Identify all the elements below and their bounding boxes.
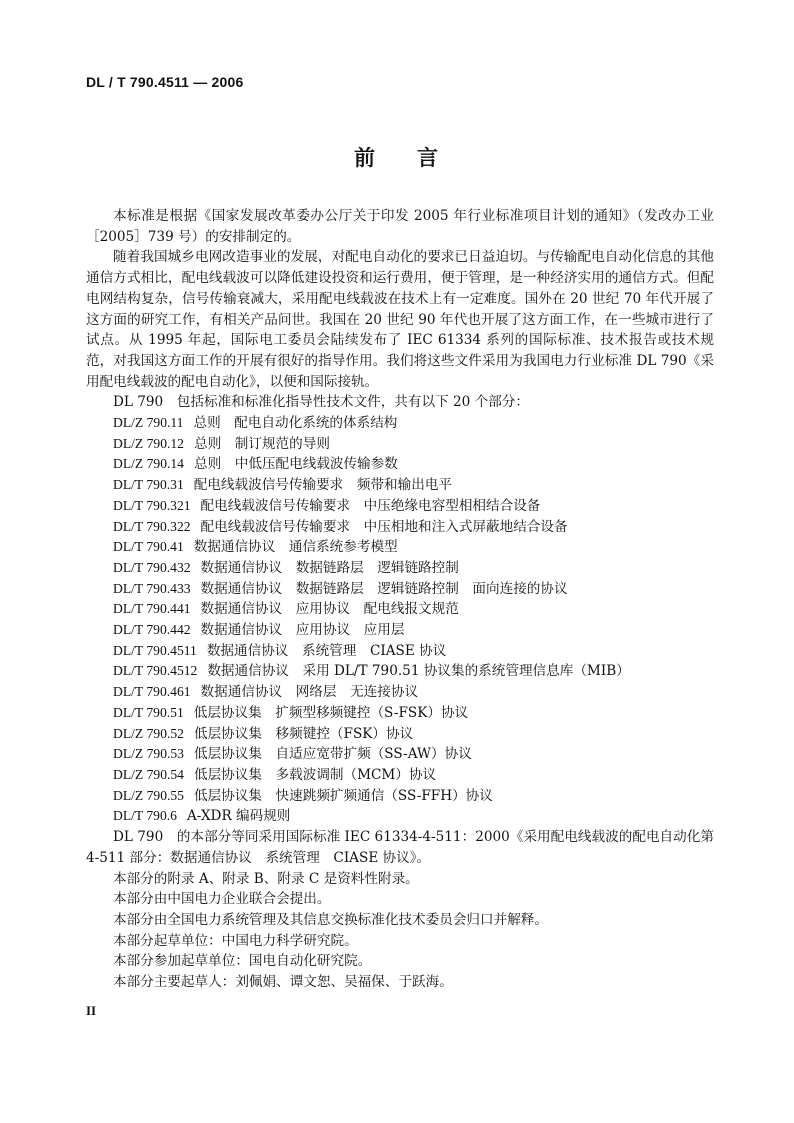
list-item <box>86 703 714 724</box>
paragraph-annexes: 本部分的附录 A、附录 B、附录 C 是资料性附录。 <box>113 870 419 887</box>
list-item <box>86 517 714 538</box>
list-item <box>86 599 714 620</box>
paragraph-drafting-unit: 本部分起草单位：中国电力科学研究院。 <box>113 932 358 949</box>
paragraph-proposer: 本部分由中国电力企业联合会提出。 <box>113 891 331 908</box>
part-title: A-XDR 编码规则 <box>186 808 291 825</box>
part-title: 数据通信协议 采用 DL/T 790.51 协议集的系统管理信息库（MIB） <box>207 663 630 680</box>
part-code: DL/T 790.461 <box>113 684 191 700</box>
part-title: 低层协议集 快速跳频扩频通信（SS-FFH）协议 <box>193 787 493 804</box>
part-code: DL/T 790.4511 <box>113 642 197 658</box>
part-code: DL/Z 790.54 <box>113 766 184 782</box>
list-item <box>86 682 714 703</box>
part-code: DL/T 790.41 <box>113 539 184 555</box>
part-code: DL/T 790.442 <box>113 622 191 638</box>
list-item <box>86 434 714 455</box>
part-code: DL/T 790.441 <box>113 601 191 617</box>
list-item <box>86 558 714 579</box>
list-item <box>86 496 714 517</box>
part-code: DL/Z 790.52 <box>113 725 184 741</box>
paragraph-parts-intro: DL 790 包括标准和标准化指导性技术文件，共有以下 20 个部分： <box>113 394 529 411</box>
paragraph-responsible-committee: 本部分由全国电力系统管理及其信息交换标准化技术委员会归口并解释。 <box>113 911 548 928</box>
paragraph-adoption: DL 790 的本部分等同采用国际标准 IEC 61334-4-511：2000《采用配电线载波的配电自动化第 4-511 部分：数据通信协议 系统管理 CIASE 协议》。 <box>86 829 714 866</box>
part-title: 低层协议集 多载波调制（MCM）协议 <box>193 766 437 783</box>
list-item <box>86 537 714 558</box>
title-char-1: 前 <box>354 146 377 170</box>
part-code: DL/T 790.31 <box>113 477 184 493</box>
part-title: 总则 制订规范的导则 <box>193 435 330 452</box>
part-code: DL/T 790.322 <box>113 518 191 534</box>
part-title: 配电线载波信号传输要求 中压相地和注入式屏蔽地结合设备 <box>200 518 568 535</box>
list-item <box>86 579 714 600</box>
part-code: DL/T 790.4512 <box>113 663 198 679</box>
part-title: 总则 配电自动化系统的体系结构 <box>193 415 398 432</box>
list-item <box>86 724 714 745</box>
part-title: 数据通信协议 通信系统参考模型 <box>193 539 398 556</box>
part-title: 总则 中低压配电线载波传输参数 <box>193 456 398 473</box>
list-item <box>86 661 714 682</box>
page-number: II <box>86 1003 97 1018</box>
preface-body <box>86 206 714 993</box>
part-title: 数据通信协议 系统管理 CIASE 协议 <box>206 642 447 659</box>
paragraph-basis: 本标准是根据《国家发展改革委办公厅关于印发 2005 年行业标准项目计划的通知》（发改办工业［2005］739 号）的安排制定的。 <box>86 208 714 245</box>
list-item <box>86 806 714 827</box>
paragraph-participating-unit: 本部分参加起草单位：国电自动化研究院。 <box>113 953 372 970</box>
part-code: DL/Z 790.12 <box>113 435 184 451</box>
part-title: 数据通信协议 网络层 无连接协议 <box>200 684 419 701</box>
list-item <box>86 454 714 475</box>
part-code: DL/Z 790.53 <box>113 746 184 762</box>
paragraph-background: 随着我国城乡电网改造事业的发展，对配电自动化的要求已日益迫切。与传输配电自动化信息的其他通信方式相比，配电线载波可以降低建设投资和运行费用，便于管理，是一种经济实用的通信方式。但配电网结构复杂，信号传输衰减大，采用配电线载波在技术上有一定难度。国外在 20 世纪 70 年代开展了这方面的研究工作，有相关产品问世。我国在 20 世纪 90 年代也开展了这方面工作，在一些城市进行了试点。从 1995 年起，国际电工委员会陆续发布了 IEC 61334 系列的国际标准、技术报告或技术规范，对我国这方面工作的开展有很好的指导作用。我们将这些文件采用为我国电力行业标准 DL 790《采用配电线载波的配电自动化》，以便和国际接轨。 <box>86 249 714 390</box>
part-code: DL/Z 790.11 <box>113 415 184 431</box>
part-code: DL/Z 790.55 <box>113 787 184 803</box>
part-title: 低层协议集 自适应宽带扩频（SS-AW）协议 <box>193 746 472 763</box>
part-title: 低层协议集 扩频型移频键控（S-FSK）协议 <box>193 704 469 721</box>
part-code: DL/T 790.51 <box>113 704 184 720</box>
page-title <box>0 142 794 172</box>
part-title: 低层协议集 移频键控（FSK）协议 <box>193 725 414 742</box>
part-title: 配电线载波信号传输要求 频带和输出电平 <box>193 477 453 494</box>
list-item <box>86 413 714 434</box>
title-char-2: 言 <box>417 146 440 170</box>
list-item <box>86 765 714 786</box>
paragraph-drafters: 本部分主要起草人：刘佩娟、谭文恕、吴福保、于跃海。 <box>113 974 453 991</box>
part-code: DL/T 790.6 <box>113 808 177 824</box>
part-code: DL/Z 790.14 <box>113 456 184 472</box>
list-item <box>86 475 714 496</box>
list-item <box>86 786 714 807</box>
part-title: 数据通信协议 应用协议 配电线报文规范 <box>200 601 459 618</box>
part-code: DL/T 790.432 <box>113 559 191 575</box>
document-code-header: DL / T 790.4511 — 2006 <box>86 74 244 90</box>
parts-list <box>86 413 714 827</box>
part-title: 数据通信协议 数据链路层 逻辑链路控制 面向连接的协议 <box>200 580 568 597</box>
list-item <box>86 620 714 641</box>
list-item <box>86 744 714 765</box>
list-item <box>86 641 714 662</box>
part-code: DL/T 790.321 <box>113 497 191 513</box>
part-title: 数据通信协议 数据链路层 逻辑链路控制 <box>200 559 459 576</box>
part-code: DL/T 790.433 <box>113 580 191 596</box>
part-title: 配电线载波信号传输要求 中压绝缘电容型相相结合设备 <box>200 497 541 514</box>
part-title: 数据通信协议 应用协议 应用层 <box>200 622 405 639</box>
